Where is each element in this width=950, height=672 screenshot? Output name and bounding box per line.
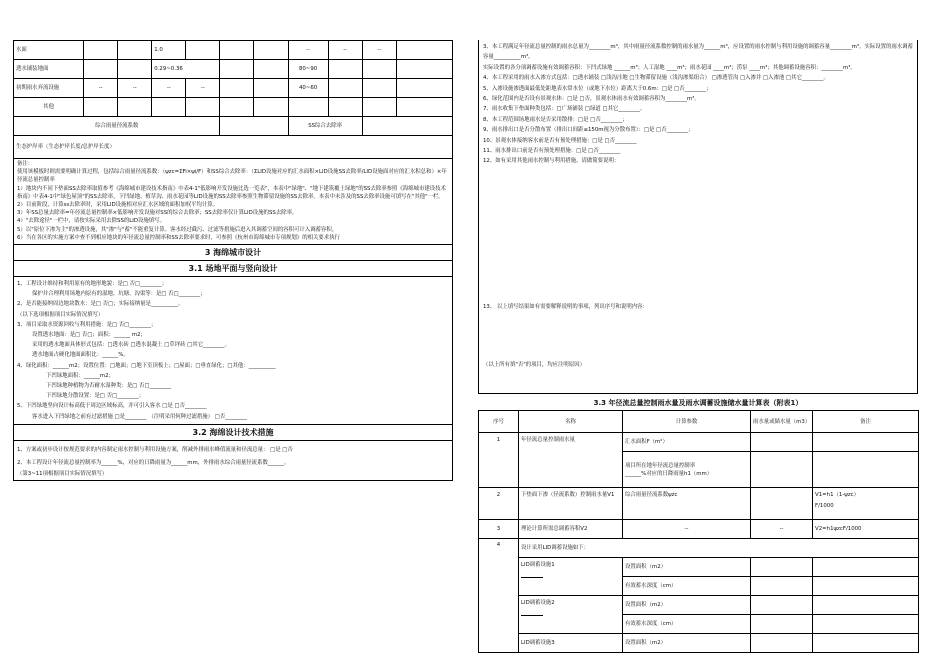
table-row: LID调蓄设施3 设置面积（m2） xyxy=(479,634,919,653)
row-label: 透水铺装地面 xyxy=(14,60,84,79)
section-3-2-questions: 1、方案或初步设计按规范要求的内容制定雨水控制与利用设施方案，削减外排雨水峰值流量和径流总量： □是 □否 2、本工程设计年径流总量控制率为______%，对应的日降雨量为______mm，外排雨水综合雨量径流系数______。 （第3~11项根据项目实际情况填写） xyxy=(17,446,293,477)
eco-revetment-label: 生态护岸率（生态护岸长度/总护岸长度） xyxy=(14,136,453,159)
calc-table xyxy=(478,410,919,653)
notes: 备注： 使用该模板时则需要明确计算过程，包括综合雨量径流系数：（ψzc=ΣFi×ψi/F）和SS综合去除率：（ΣLID设施对应的汇水面积×LID设施SS去除率/LID设施面对应的汇水积总和）×年径流总量控制率 1）地块内不同下垫面SS去除率取值参考《海绵城市建设技术指南》中表4-1"低影响开发设施比选一览表"，本表中"绿地"、"地下建筑覆土绿地"的SS去除率参照《海绵城市建设技术指南》中表4-1中"绿色屋顶"的SS去除率，下凹绿地、植草沟、雨水花园等LID设施的SS去除率参照生物滞留设施的SS去除率。本表中未涉及的SS去除率设施可填写在"其他"一栏。 2）目前阶段，计算ss去除率时，采用LID设施相对应汇水区域的面积加权平均计算。 3）年SS总量去除率=年径流总量控制率×低影响开发设施对SS的综合去除率；SS去除率仅计算LID设施的SS去除率。 4）"去除途径"一栏中，请按实际采用去除SS的LID设施填写。 5）以"原位下渗为主"的渗透设施，其"渗"与"蓄"不能重复计算。客水经过截污、过滤等措施后进入其调蓄空间的容积可计入调蓄容积。 6）当在各区的实施方案中查不到相应地块的年径流总量控制率和SS去除率要求时，可参照《杭州市海绵城市专项规划》的相关要求执行 xyxy=(14,159,452,245)
section-3-1-questions: 1、工程设计维持和利用原有的地形地貌：是□ 否□________； 保护并合理利用场地内原有的湿地、坑塘、沟渠等：是□ 否□________； 2、是否能接纳周边地块散水：是□ 否□；实际接纳量是__________。 （以下选项根据项目实际情况填写） 3、项目采取水资源回收与利用措施：是□ 否□________； 设置透水地面：是□ 否□；面积：______ m2； 采用的透水地面具体形式包括：□透水砖 □透水混凝土 □草坪砖 □其它________。 透水地面占硬化地面面积比：______%。 4、绿化面积：______m2；设置位置：□地面；□地下室顶板上；□屋面；□垂直绿化；□其他：__________ 下凹绿地面积：______m2； 下凹绿地种植物为否耐水湿种类：是□ 否□________ 下凹绿地分散设置：是□ 否□________； 5、下凹绿地坚向设计标高低于周边区域标高，并可引入客水 □是 □否________ 客水进入下凹绿地之前有过滤措施 □是________ （注明采用何种过滤措施） □否________ xyxy=(14,277,452,425)
runoff-coefficient-table xyxy=(13,40,453,159)
row-label: 初期雨水弃流设施 xyxy=(14,79,84,98)
table-row: 2 下垫面下渗（径流系数）控制雨水量V1 综合雨量径流系数ψzc V1=h1（1-ψzc） F/1000 xyxy=(479,488,919,520)
table-row: 3 理论计算所需总调蓄容积V2 -- -- V2=h1ψzcF/1000 xyxy=(479,520,919,539)
right-page xyxy=(478,0,918,672)
table-row: LID调蓄设施2 设置面积（m2） xyxy=(479,596,919,615)
table-row: 有效蓄水深度（cm） xyxy=(479,615,919,634)
eco-row xyxy=(14,136,453,159)
table-row: LID调蓄设施1 设置面积（m2） xyxy=(479,558,919,577)
section-3-2-title: 3.2 海绵设计技术措施 xyxy=(14,425,452,441)
notes-box xyxy=(13,159,453,481)
ss-summary-label: SS综合去除率 xyxy=(288,117,362,136)
row-label: 其他 xyxy=(14,98,84,117)
row-label: 水面 xyxy=(14,41,84,60)
summary-row xyxy=(14,117,453,136)
table-row: 4 设计采用LID调蓄设施如下： xyxy=(479,539,919,558)
table-row: 有效蓄水深度（cm） xyxy=(479,577,919,596)
section-3-title: 3 海绵城市设计 xyxy=(14,245,452,261)
runoff-summary-label: 综合雨量径流系数 xyxy=(14,117,220,136)
left-page xyxy=(13,0,453,672)
table-row: 透水铺装地面 0.29~0.36 80~90 xyxy=(14,60,453,79)
table-row: 项目所在地年径流总量控制率______%对应的日降雨量h1（mm） xyxy=(479,452,919,488)
right-questions-box: 3、本工程满足年径流总量控制的雨水总量为________m³，其中雨量径流系数控制的雨水量为______m³，应设置的雨水控制与利用设施的调蓄容量________m³。实际设置的雨水调蓄容量__________m³。 实际设置的各分项调蓄设施有效调蓄容积：下凹式绿地 ______m³；人工湿地 ____m³；雨水花园 ____m³；涝泵 ____m³；其他调蓄设施容积：________m³。 4、本工程采用的雨水入渗方式包括：□透水铺装 □浅沟洼地 □生物滞留设施（浅沟渗渠组合） □渗透管沟 □入渗井 □入渗池 □其它________。 5、入渗设施渗透面最低处距地表水常水位（或地下水位）距离大于0.6m：□是 □否________； 6、绿化范围内是否设有景观水体：□是 □否，景观水体雨水有效调蓄容积为________m³。 7、雨水收集下垫面种类包括：□广场铺装 □绿道 □其它________。 8、本工程范围场地雨水是否采用散排：□是 □否________； 9、雨水排出口是否分散布置（排出口间距≤150m视为分散布置）：□是 □否________； 10、景观水体接纳客水前是否有预处理措施：□是 □否________ 11、雨水排出口前是否有预处理措施：□是 □否________ 12、如有采用其他雨水控制与利用措施，请做简要说明： 13、 以上填写结果如有需要解释说明的事项，列出序号和说明内容： （以上所有填"否"的项目，均应注明原因） xyxy=(478,40,918,394)
table-row: 水面 1.0 -- -- -- xyxy=(14,41,453,60)
table-header-row: 序号 名称 计算参数 雨水量或储水量（m3） 备注 xyxy=(479,411,919,433)
table-3-3-title: 3.3 年径流总量控制雨水量及雨水调蓄设施储水量计算表（附表1） xyxy=(593,399,803,407)
table-row: 1 年径流总量控制雨水量 汇水面积F（m²） xyxy=(479,433,919,452)
table-row: 初期雨水弃流设施 -- -- -- -- 40~60 xyxy=(14,79,453,98)
table-row xyxy=(14,98,453,117)
notes-title: 备注： xyxy=(17,161,34,167)
section-3-1-title: 3.1 场地平面与竖向设计 xyxy=(14,261,452,277)
